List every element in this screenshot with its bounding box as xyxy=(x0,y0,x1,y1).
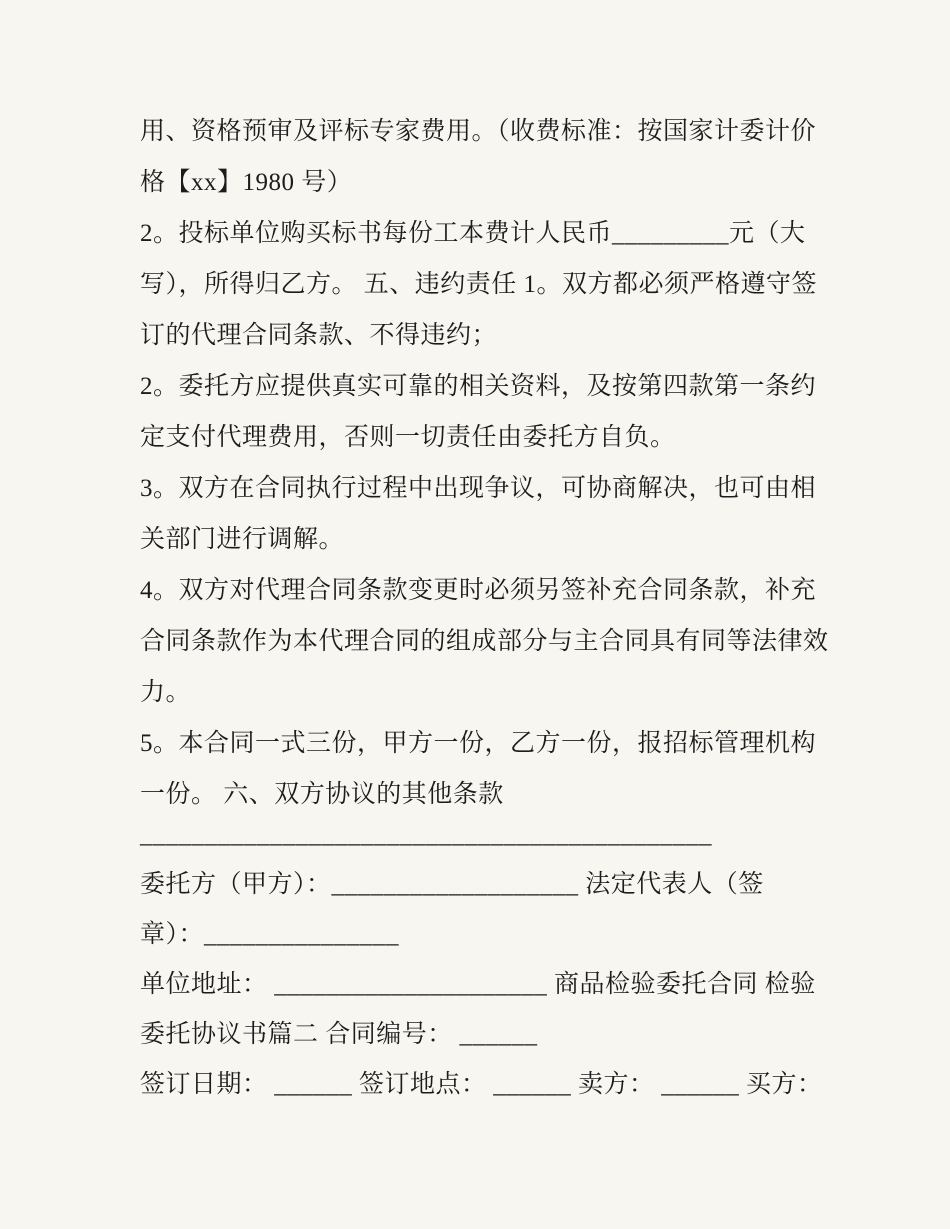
contract-signature-section xyxy=(140,810,835,1110)
contract-line: 订的代理合同条款、不得违约； xyxy=(140,322,498,349)
principal-party-line: 委托方（甲方）：___________________ 法定代表人（签 xyxy=(140,871,764,898)
contract-line: 格【xx】1980 号） xyxy=(140,169,353,196)
contract-line: 2。投标单位购买标书每份工本费计人民币_________元（大 xyxy=(140,220,806,247)
contract-number-line: 委托协议书篇二 合同编号： ______ xyxy=(140,1021,538,1048)
contract-line: 合同条款作为本代理合同的组成部分与主合同具有同等法律效 xyxy=(140,628,829,655)
signing-date-place-line: 签订日期： ______ 签订地点： ______ 卖方： ______ 买方： xyxy=(140,1071,823,1098)
contract-body-section xyxy=(140,106,835,820)
contract-line: 一份。 六、双方协议的其他条款 xyxy=(140,781,504,808)
signature-divider-line: ____________________________________________ xyxy=(140,821,712,848)
contract-line: 力。 xyxy=(140,679,192,706)
seal-line: 章）：_______________ xyxy=(140,921,400,948)
contract-line: 2。委托方应提供真实可靠的相关资料，及按第四款第一条约 xyxy=(140,373,817,400)
unit-address-line: 单位地址： _____________________ 商品检验委托合同 检验 xyxy=(140,971,816,998)
contract-line: 关部门进行调解。 xyxy=(140,526,345,553)
contract-line: 4。双方对代理合同条款变更时必须另签补充合同条款，补充 xyxy=(140,577,817,604)
contract-line: 5。本合同一式三份，甲方一份，乙方一份，报招标管理机构 xyxy=(140,730,817,757)
contract-line: 3。双方在合同执行过程中出现争议，可协商解决，也可由相 xyxy=(140,475,817,502)
contract-line: 用、资格预审及评标专家费用。（收费标准：按国家计委计价 xyxy=(140,118,817,145)
contract-line: 定支付代理费用，否则一切责任由委托方自负。 xyxy=(140,424,676,451)
contract-line: 写），所得归乙方。 五、违约责任 1。双方都必须严格遵守签 xyxy=(140,271,818,298)
